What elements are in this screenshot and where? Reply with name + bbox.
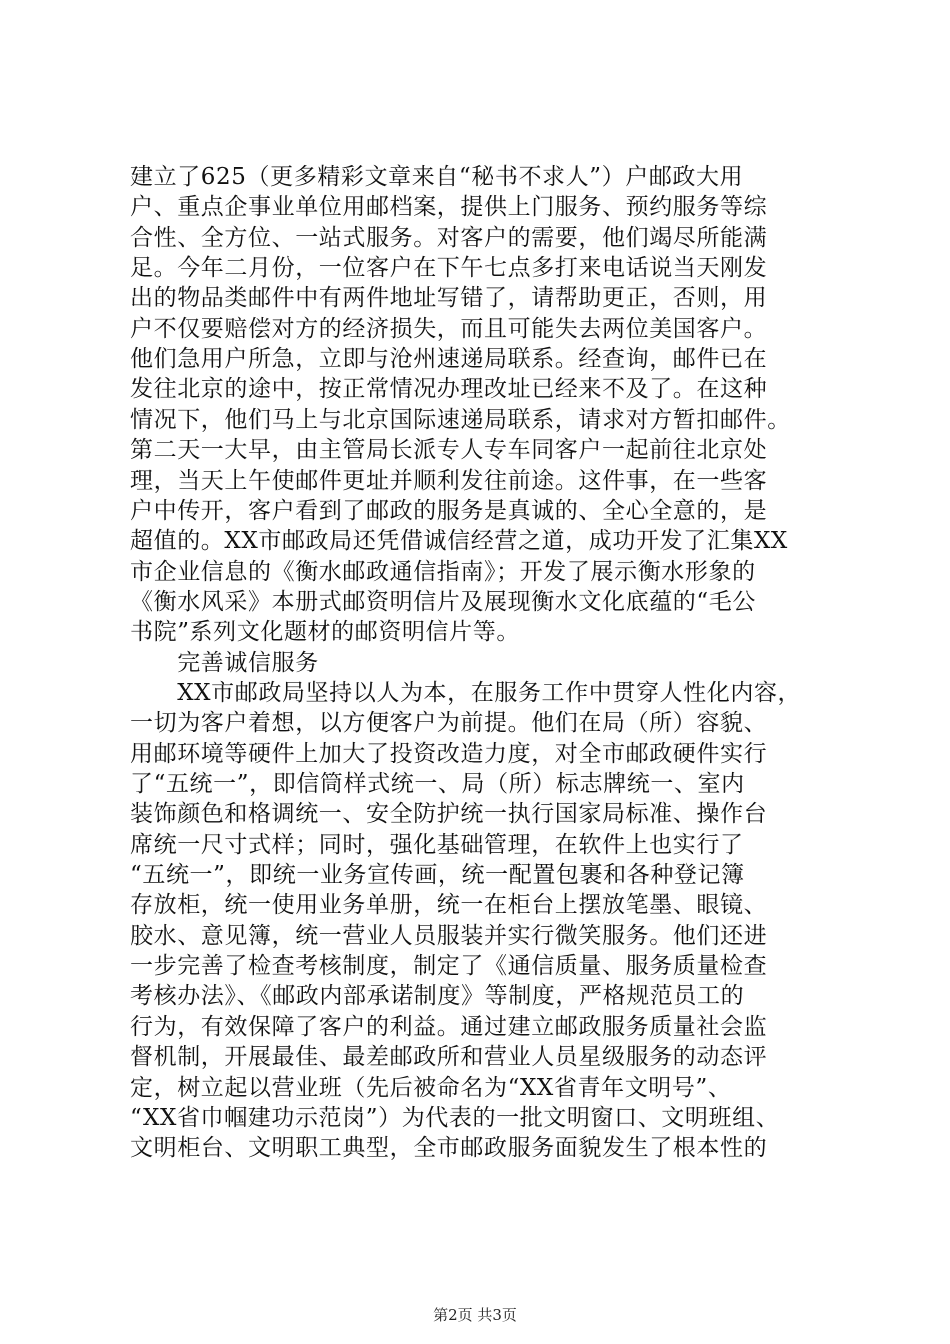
text-line: 书院”系列文化题材的邮资明信片等。 [130,619,520,646]
text-line: 完善诚信服务 [130,649,319,676]
text-line: 第二天一大早，由主管局长派专人专车同客户一起前往北京处 [130,437,768,464]
text-line: 超值的。XX市邮政局还凭借诚信经营之道，成功开发了汇集XX [130,528,788,555]
text-line: 市企业信息的《衡水邮政通信指南》；开发了展示衡水形象的 [130,558,756,585]
text-line: 合性、全方位、一站式服务。对客户的需要，他们竭尽所能满 [130,224,768,251]
text-line: 文明柜台、文明职工典型，全市邮政服务面貌发生了根本性的 [130,1135,768,1162]
text-line: 席统一尺寸式样；同时，强化基础管理，在软件上也实行了 [130,831,744,858]
text-line: 装饰颜色和格调统一、安全防护统一执行国家局标准、操作台 [130,801,768,828]
text-line: 理，当天上午使邮件更址并顺利发往前途。这件事，在一些客 [130,467,768,494]
text-line: 一切为客户着想，以方便客户为前提。他们在局（所）容貌、 [130,710,768,737]
text-line: 发往北京的途中，按正常情况办理改址已经来不及了。在这种 [130,376,768,403]
text-line: 足。今年二月份，一位客户在下午七点多打来电话说当天刚发 [130,255,768,282]
text-line: 户、重点企事业单位用邮档案，提供上门服务、预约服务等综 [130,194,768,221]
text-line: 胶水、意见簿，统一营业人员服装并实行微笑服务。他们还进 [130,922,768,949]
text-line: 督机制，开展最佳、最差邮政所和营业人员星级服务的动态评 [130,1044,768,1071]
text-line: 《衡水风采》本册式邮资明信片及展现衡水文化底蕴的“毛公 [130,588,756,615]
text-line: 定，树立起以营业班（先后被命名为“XX省青年文明号”、 [130,1074,732,1101]
text-line: 户不仅要赔偿对方的经济损失，而且可能失去两位美国客户。 [130,315,768,342]
text-line: “XX省巾帼建功示范岗”）为代表的一批文明窗口、文明班组、 [130,1104,780,1131]
text-line: 户中传开，客户看到了邮政的服务是真诚的、全心全意的，是 [130,497,768,524]
text-line: XX市邮政局坚持以人为本，在服务工作中贯穿人性化内容， [130,679,802,706]
text-line: 情况下，他们马上与北京国际速递局联系，请求对方暂扣邮件。 [130,406,791,433]
page-footer: 第2页 共3页 [433,1306,517,1324]
text-line: 一步完善了检查考核制度，制定了《通信质量、服务质量检查 [130,953,768,980]
text-line: 了“五统一”，即信筒样式统一、局（所）标志牌统一、室内 [130,771,745,797]
text-line: 他们急用户所急，立即与沧州速递局联系。经查询，邮件已在 [130,346,768,373]
text-line: 行为，有效保障了客户的利益。通过建立邮政服务质量社会监 [130,1013,768,1040]
text-line: “五统一”，即统一业务宣传画，统一配置包裹和各种登记簿 [130,862,745,889]
text-line: 存放柜，统一使用业务单册，统一在柜台上摆放笔墨、眼镜、 [130,892,768,919]
text-line: 出的物品类邮件中有两件地址写错了，请帮助更正，否则，用 [130,285,768,312]
text-line: 考核办法》、《邮政内部承诺制度》等制度，严格规范员工的 [130,983,745,1010]
text-line: 用邮环境等硬件上加大了投资改造力度，对全市邮政硬件实行 [130,740,768,767]
text-line: 建立了625（更多精彩文章来自“秘书不求人”）户邮政大用 [130,164,744,190]
